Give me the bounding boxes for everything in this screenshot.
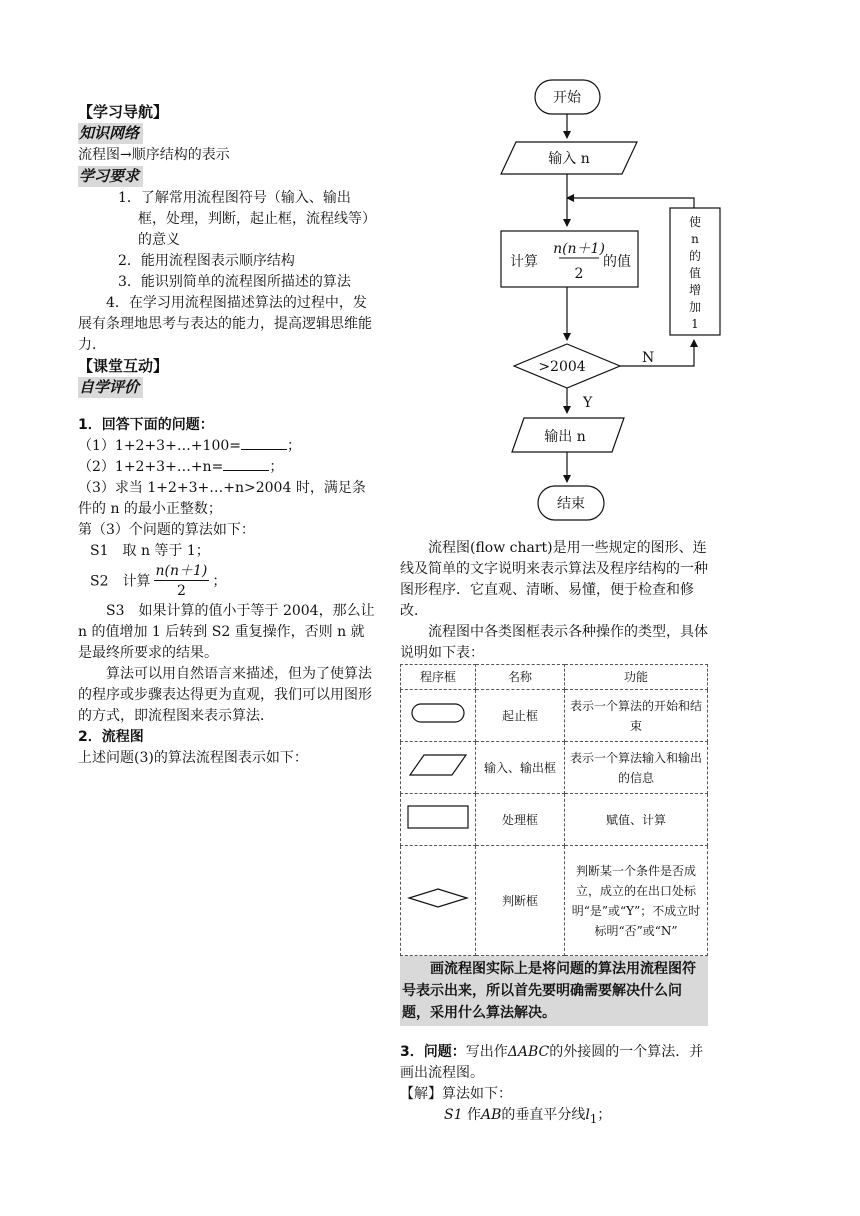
table-header: 程序框 [401,665,476,690]
calc-frac-den: 2 [574,266,584,282]
calc-prefix: 计算 [510,254,538,270]
parallelogram-symbol-icon [401,742,476,794]
fraction: $\frac{n(n+1)}{2}$ [155,563,208,599]
side-char: 值 [688,266,702,280]
table-row [401,846,708,956]
symbol-table [400,664,708,956]
table-row [401,742,708,794]
step-s3: S3 如果计算的值小于等于 2004，那么让 n 的值增加 1 后转到 S2 重复操作，否则 n 就是最终所要求的结果。 [78,603,375,661]
requirements-title: 学习要求 [78,166,143,187]
calc-suffix: 的值 [603,254,631,270]
input-label: 输入 n [548,151,590,167]
interaction-heading: 【课堂互动】 [78,357,169,375]
step-s1: S1 取 n 等于 1； [90,543,210,559]
requirement-item: 4．在学习用流程图描述算法的过程中，发展有条理地思考与表达的能力，提高逻辑思维能力． [78,295,372,353]
table-row [401,794,708,846]
row-func: 表示一个算法输入和输出的信息 [565,742,708,794]
requirement-item: 1．了解常用流程图符号（输入、输出框，处理，判断，起止框，流程线等）的意义 [118,190,376,248]
q2-title: 2．流程图 [78,729,144,745]
row-func: 表示一个算法的开始和结束 [565,690,708,742]
table-header: 功能 [565,665,708,690]
table-row [401,690,708,742]
row-name: 处理框 [476,794,565,846]
row-name: 起止框 [476,690,565,742]
guide-heading: 【学习导航】 [78,103,169,121]
side-char: 增 [688,283,702,297]
condition-label: >2004 [538,359,586,375]
solution-label: 【解】算法如下： [400,1086,512,1102]
row-name: 输入、输出框 [476,742,565,794]
no-label: N [642,350,655,366]
table-intro: 流程图中各类图框表示各种操作的类型，具体说明如下表： [400,624,708,661]
requirements-list [78,188,378,293]
side-char: 加 [688,300,702,314]
right-column [400,538,708,1130]
row-name: 判断框 [476,846,565,956]
table-header: 名称 [476,665,565,690]
row-func: 判断某一个条件是否成立，成立的在出口处标明“是”或“Y”；不成立时标明“否”或“N” [565,846,708,956]
row-func: 赋值、计算 [565,794,708,846]
left-column [78,102,378,769]
q1-title: 1．回答下面的问题： [78,417,214,433]
solution-step-s1: S1 作AB的垂直平分线$l_1$； [444,1107,612,1126]
algo-intro: 第（3）个问题的算法如下： [78,522,255,538]
terminal-symbol-icon [401,690,476,742]
rectangle-symbol-icon [401,794,476,846]
yes-label: Y [583,395,593,411]
output-label: 输出 n [544,429,586,445]
requirement-item: 3．能识别简单的流程图所描述的算法 [118,274,351,290]
calc-frac-num: n(n＋1) [553,241,605,257]
side-char: n [691,232,699,246]
network-title: 知识网络 [78,123,143,144]
end-label: 结束 [557,496,585,512]
q1-b: （2）1+2+3+…+n= ； [78,459,284,475]
q1-c: （3）求当 1+2+3+…+n>2004 时，满足条件的 n 的最小正整数； [78,480,366,517]
q1-a: （1）1+2+3+…+100= ； [78,438,302,454]
side-char: 的 [688,249,702,263]
algorithm-flowchart [490,70,740,530]
network-text: 流程图→顺序结构的表示 [78,147,230,163]
table-header-row [401,665,708,690]
diamond-symbol-icon [401,846,476,956]
step-s2: S2 计算 $\frac{n(n+1)}{2}$ ； [90,563,227,599]
start-label: 开始 [553,90,581,106]
side-char: 1 [691,317,699,331]
q2-text: 上述问题(3)的算法流程图表示如下： [78,750,308,766]
highlight-note: 画流程图实际上是将问题的算法用流程图符号表示出来，所以首先要明确需要解决什么问题，采用什么算法解决。 [400,956,708,1026]
flowchart-definition: 流程图(flow chart)是用一些规定的图形、连线及简单的文字说明来表示算法及程序结构的一种图形程序．它直观、清晰、易懂，便于检查和修改． [400,540,708,619]
q3-problem: 3．问题：写出作ΔABC的外接圆的一个算法．并画出流程图。 [400,1044,704,1081]
side-char: 使 [688,215,702,229]
self-eval-title: 自学评价 [78,377,143,398]
natural-language-paragraph: 算法可以用自然语言来描述，但为了使算法的程序或步骤表达得更为直观，我们可以用图形的方式，即流程图来表示算法． [78,666,372,724]
requirement-item: 2．能用流程图表示顺序结构 [118,253,295,269]
